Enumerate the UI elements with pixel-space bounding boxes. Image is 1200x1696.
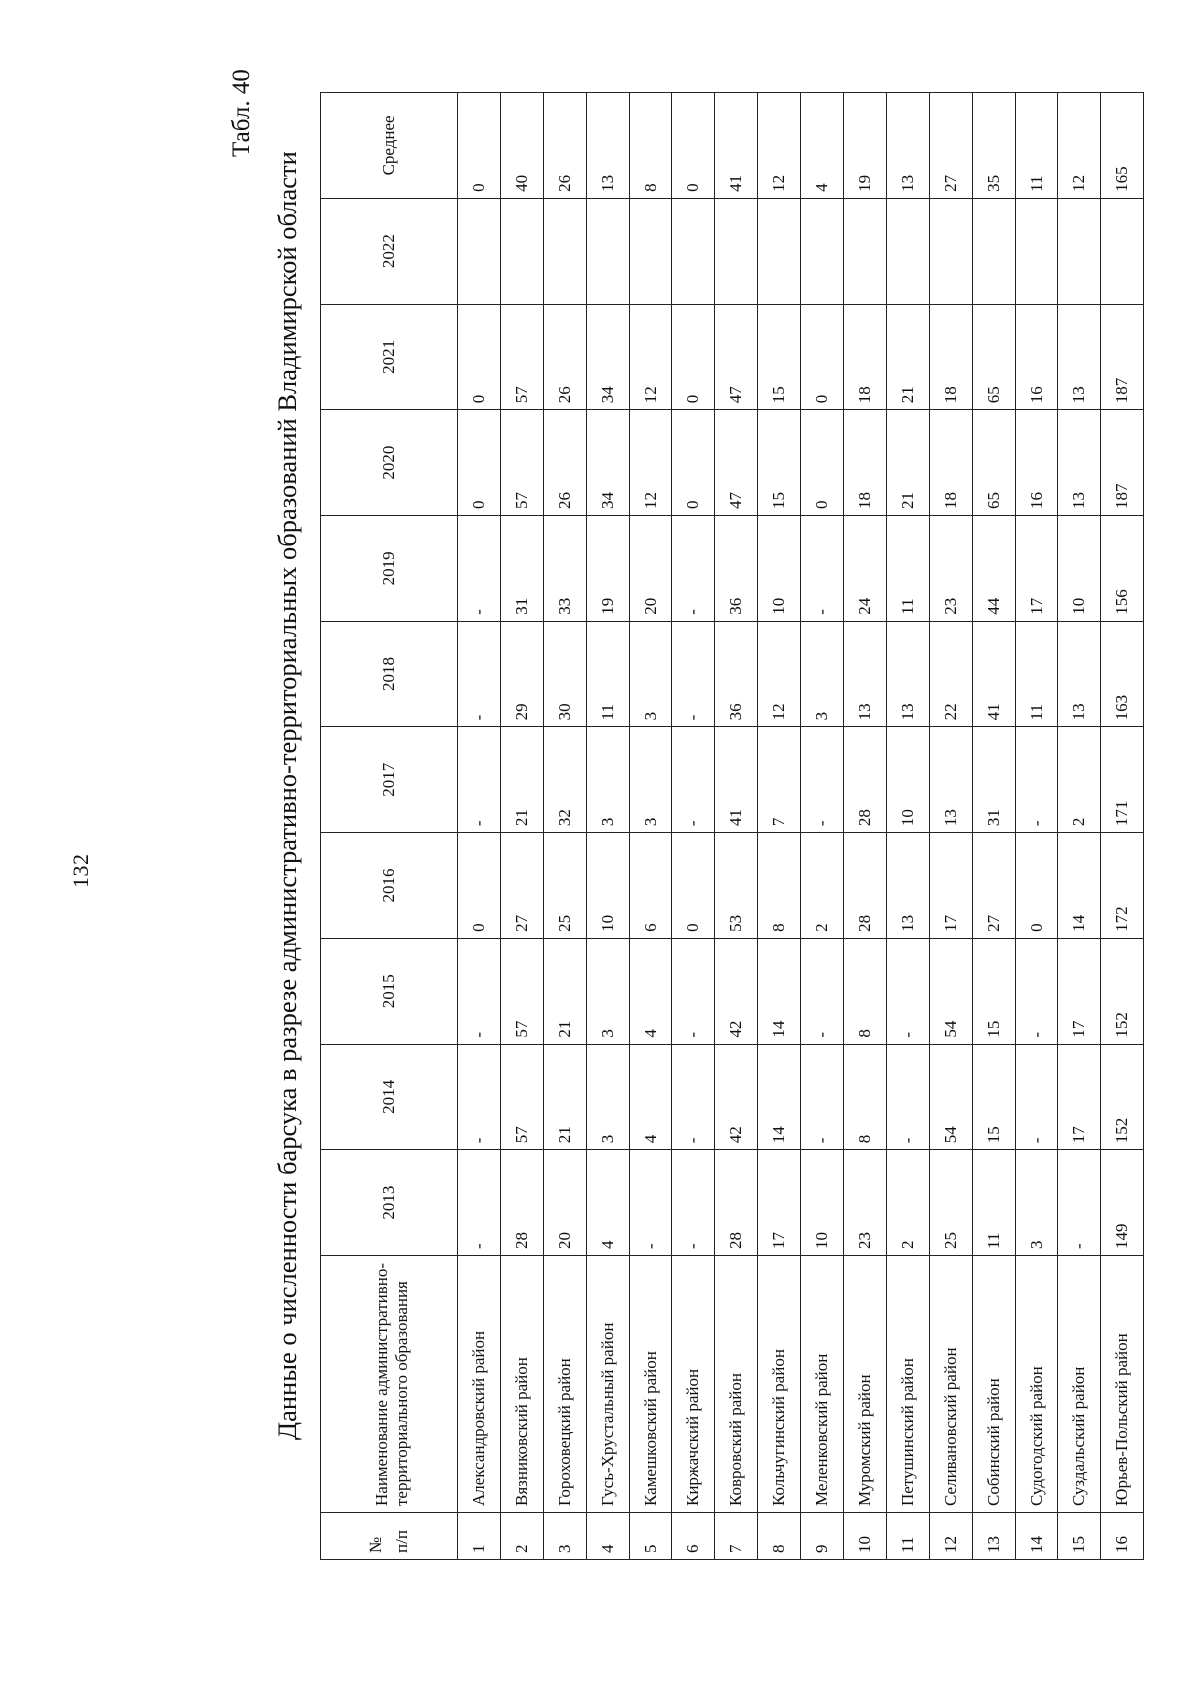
year-value-cell: 36 [715, 621, 758, 727]
table-row [801, 93, 844, 1560]
year-value-cell: 13 [844, 621, 887, 727]
year-value-cell: 152 [1101, 938, 1144, 1044]
year-value-cell: 163 [1101, 621, 1144, 727]
year-value-cell [586, 198, 629, 304]
header-year: 2017 [321, 727, 458, 833]
year-value-cell: 149 [1101, 1150, 1144, 1256]
year-value-cell [629, 198, 672, 304]
year-value-cell: 0 [672, 410, 715, 516]
year-value-cell: 34 [586, 410, 629, 516]
table-row [758, 93, 801, 1560]
year-value-cell: - [1015, 1044, 1058, 1150]
year-value-cell: 13 [1058, 304, 1101, 410]
page-number: 132 [68, 853, 93, 888]
year-value-cell: 4 [586, 1150, 629, 1256]
table-row [458, 93, 501, 1560]
table-row [715, 93, 758, 1560]
year-value-cell: - [801, 515, 844, 621]
average-cell: 26 [543, 93, 586, 199]
district-name: Муромский район [844, 1256, 887, 1513]
year-value-cell: 13 [886, 621, 929, 727]
year-value-cell: 57 [500, 410, 543, 516]
row-number: 9 [801, 1513, 844, 1560]
year-value-cell: 27 [972, 833, 1015, 939]
year-value-cell: 18 [929, 410, 972, 516]
year-value-cell: - [1015, 727, 1058, 833]
year-value-cell: 54 [929, 1044, 972, 1150]
district-name: Кольчугинский район [758, 1256, 801, 1513]
year-value-cell: 3 [586, 727, 629, 833]
row-number: 3 [543, 1513, 586, 1560]
year-value-cell: - [1015, 938, 1058, 1044]
year-value-cell: - [629, 1150, 672, 1256]
year-value-cell: 3 [629, 621, 672, 727]
year-value-cell: - [886, 1044, 929, 1150]
year-value-cell: 18 [929, 304, 972, 410]
year-value-cell: 31 [972, 727, 1015, 833]
row-number: 6 [672, 1513, 715, 1560]
year-value-cell [758, 198, 801, 304]
year-value-cell: 47 [715, 410, 758, 516]
year-value-cell [972, 198, 1015, 304]
year-value-cell: 17 [1015, 515, 1058, 621]
header-num: № п/п [321, 1513, 458, 1560]
year-value-cell: - [458, 515, 501, 621]
year-value-cell: 22 [929, 621, 972, 727]
year-value-cell: 65 [972, 304, 1015, 410]
year-value-cell: 47 [715, 304, 758, 410]
year-value-cell: - [672, 515, 715, 621]
header-year: 2013 [321, 1150, 458, 1256]
year-value-cell: 3 [801, 621, 844, 727]
row-number: 2 [500, 1513, 543, 1560]
year-value-cell: - [672, 621, 715, 727]
average-cell: 13 [586, 93, 629, 199]
year-value-cell: 187 [1101, 410, 1144, 516]
year-value-cell: - [801, 938, 844, 1044]
year-value-cell: 20 [543, 1150, 586, 1256]
district-name: Суздальский район [1058, 1256, 1101, 1513]
district-name: Петушинский район [886, 1256, 929, 1513]
year-value-cell: 57 [500, 304, 543, 410]
year-value-cell: 13 [1058, 621, 1101, 727]
year-value-cell: - [801, 1044, 844, 1150]
year-value-cell [458, 198, 501, 304]
year-value-cell [1015, 198, 1058, 304]
row-number: 4 [586, 1513, 629, 1560]
year-value-cell: 31 [500, 515, 543, 621]
table-body [458, 93, 1144, 1560]
year-value-cell [1058, 198, 1101, 304]
header-name: Наименование административно-территориального образования [321, 1256, 458, 1513]
year-value-cell: 18 [844, 410, 887, 516]
year-value-cell: 187 [1101, 304, 1144, 410]
year-value-cell: 28 [844, 833, 887, 939]
average-cell: 27 [929, 93, 972, 199]
year-value-cell: 28 [500, 1150, 543, 1256]
year-value-cell: 4 [629, 1044, 672, 1150]
year-value-cell: 41 [715, 727, 758, 833]
row-number: 11 [886, 1513, 929, 1560]
year-value-cell: 57 [500, 1044, 543, 1150]
year-value-cell: 0 [1015, 833, 1058, 939]
year-value-cell: 3 [629, 727, 672, 833]
year-value-cell: 15 [758, 304, 801, 410]
year-value-cell: 13 [929, 727, 972, 833]
header-row [321, 93, 458, 1560]
table-row [629, 93, 672, 1560]
year-value-cell: 65 [972, 410, 1015, 516]
district-name: Гороховецкий район [543, 1256, 586, 1513]
year-value-cell: 7 [758, 727, 801, 833]
table-title: Данные о численности барсука в разрезе административно-территориальных образований Владимирской области [272, 151, 302, 1440]
year-value-cell: 10 [886, 727, 929, 833]
average-cell: 35 [972, 93, 1015, 199]
year-value-cell: 10 [758, 515, 801, 621]
year-value-cell: 172 [1101, 833, 1144, 939]
year-value-cell: 21 [886, 304, 929, 410]
year-value-cell [500, 198, 543, 304]
district-name: Александровский район [458, 1256, 501, 1513]
table-row [972, 93, 1015, 1560]
year-value-cell: 14 [1058, 833, 1101, 939]
average-cell: 8 [629, 93, 672, 199]
year-value-cell: 57 [500, 938, 543, 1044]
year-value-cell [1101, 198, 1144, 304]
year-value-cell: 25 [543, 833, 586, 939]
year-value-cell: 17 [758, 1150, 801, 1256]
year-value-cell: 0 [458, 304, 501, 410]
row-number: 1 [458, 1513, 501, 1560]
average-cell: 12 [758, 93, 801, 199]
year-value-cell: 21 [886, 410, 929, 516]
year-value-cell: 4 [629, 938, 672, 1044]
year-value-cell: 36 [715, 515, 758, 621]
year-value-cell: 0 [801, 410, 844, 516]
year-value-cell: 33 [543, 515, 586, 621]
header-year: 2014 [321, 1044, 458, 1150]
average-cell: 4 [801, 93, 844, 199]
year-value-cell: 13 [886, 833, 929, 939]
year-value-cell: 26 [543, 304, 586, 410]
year-value-cell: 3 [586, 938, 629, 1044]
table-row [500, 93, 543, 1560]
year-value-cell: - [672, 938, 715, 1044]
row-number: 8 [758, 1513, 801, 1560]
year-value-cell [715, 198, 758, 304]
year-value-cell: 14 [758, 938, 801, 1044]
district-name: Ковровский район [715, 1256, 758, 1513]
district-name: Судогодский район [1015, 1256, 1058, 1513]
table-row [586, 93, 629, 1560]
table-row [929, 93, 972, 1560]
year-value-cell: 53 [715, 833, 758, 939]
year-value-cell: 29 [500, 621, 543, 727]
average-cell: 165 [1101, 93, 1144, 199]
district-name: Вязниковский район [500, 1256, 543, 1513]
year-value-cell: 24 [844, 515, 887, 621]
year-value-cell: 18 [844, 304, 887, 410]
header-year: 2021 [321, 304, 458, 410]
year-value-cell: - [1058, 1150, 1101, 1256]
year-value-cell: - [801, 727, 844, 833]
year-value-cell: 17 [1058, 1044, 1101, 1150]
year-value-cell: 28 [844, 727, 887, 833]
year-value-cell: 25 [929, 1150, 972, 1256]
table-row [1058, 93, 1101, 1560]
table-row [1015, 93, 1058, 1560]
average-cell: 13 [886, 93, 929, 199]
year-value-cell: 0 [801, 304, 844, 410]
year-value-cell: 44 [972, 515, 1015, 621]
year-value-cell: 30 [543, 621, 586, 727]
average-cell: 0 [458, 93, 501, 199]
row-number: 10 [844, 1513, 887, 1560]
year-value-cell: 10 [801, 1150, 844, 1256]
year-value-cell [929, 198, 972, 304]
table-row [672, 93, 715, 1560]
table-row [1101, 93, 1144, 1560]
year-value-cell: - [458, 1044, 501, 1150]
district-name: Камешковский район [629, 1256, 672, 1513]
average-cell: 12 [1058, 93, 1101, 199]
table-row [543, 93, 586, 1560]
year-value-cell: 16 [1015, 410, 1058, 516]
year-value-cell [543, 198, 586, 304]
table-row [886, 93, 929, 1560]
year-value-cell: 41 [972, 621, 1015, 727]
year-value-cell: 15 [972, 938, 1015, 1044]
district-name: Гусь-Хрустальный район [586, 1256, 629, 1513]
table-row [844, 93, 887, 1560]
year-value-cell: - [458, 1150, 501, 1256]
row-number: 12 [929, 1513, 972, 1560]
year-value-cell: 10 [1058, 515, 1101, 621]
district-name: Юрьев-Польский район [1101, 1256, 1144, 1513]
row-number: 16 [1101, 1513, 1144, 1560]
year-value-cell: 17 [929, 833, 972, 939]
year-value-cell: 152 [1101, 1044, 1144, 1150]
header-avg: Среднее [321, 93, 458, 199]
data-table [320, 92, 1144, 1560]
year-value-cell: - [886, 938, 929, 1044]
average-cell: 40 [500, 93, 543, 199]
row-number: 14 [1015, 1513, 1058, 1560]
year-value-cell: - [672, 727, 715, 833]
year-value-cell: 12 [758, 621, 801, 727]
year-value-cell: 0 [458, 833, 501, 939]
row-number: 13 [972, 1513, 1015, 1560]
average-cell: 11 [1015, 93, 1058, 199]
year-value-cell: 6 [629, 833, 672, 939]
year-value-cell [672, 198, 715, 304]
year-value-cell: 2 [886, 1150, 929, 1256]
year-value-cell: 23 [844, 1150, 887, 1256]
year-value-cell: 42 [715, 1044, 758, 1150]
year-value-cell [886, 198, 929, 304]
table-label: Табл. 40 [228, 69, 255, 157]
average-cell: 0 [672, 93, 715, 199]
year-value-cell: 21 [543, 1044, 586, 1150]
year-value-cell: 8 [844, 1044, 887, 1150]
average-cell: 41 [715, 93, 758, 199]
year-value-cell: 11 [1015, 621, 1058, 727]
year-value-cell: 12 [629, 304, 672, 410]
header-year: 2022 [321, 198, 458, 304]
year-value-cell: 11 [586, 621, 629, 727]
row-number: 5 [629, 1513, 672, 1560]
year-value-cell: - [458, 621, 501, 727]
year-value-cell: 34 [586, 304, 629, 410]
year-value-cell: 32 [543, 727, 586, 833]
year-value-cell: 2 [801, 833, 844, 939]
year-value-cell: 15 [758, 410, 801, 516]
year-value-cell: 13 [1058, 410, 1101, 516]
average-cell: 19 [844, 93, 887, 199]
year-value-cell: 2 [1058, 727, 1101, 833]
year-value-cell [801, 198, 844, 304]
year-value-cell: 20 [629, 515, 672, 621]
year-value-cell: 23 [929, 515, 972, 621]
year-value-cell: 21 [500, 727, 543, 833]
year-value-cell: 11 [886, 515, 929, 621]
header-year: 2018 [321, 621, 458, 727]
header-year: 2016 [321, 833, 458, 939]
year-value-cell: - [458, 727, 501, 833]
year-value-cell: 42 [715, 938, 758, 1044]
year-value-cell: 26 [543, 410, 586, 516]
year-value-cell: 15 [972, 1044, 1015, 1150]
year-value-cell: 0 [672, 833, 715, 939]
year-value-cell: 12 [629, 410, 672, 516]
year-value-cell [844, 198, 887, 304]
year-value-cell: 8 [758, 833, 801, 939]
header-year: 2020 [321, 410, 458, 516]
district-name: Меленковский район [801, 1256, 844, 1513]
year-value-cell: 11 [972, 1150, 1015, 1256]
year-value-cell: 0 [458, 410, 501, 516]
year-value-cell: 16 [1015, 304, 1058, 410]
district-name: Селивановский район [929, 1256, 972, 1513]
year-value-cell: 156 [1101, 515, 1144, 621]
year-value-cell: 8 [844, 938, 887, 1044]
row-number: 7 [715, 1513, 758, 1560]
year-value-cell: 27 [500, 833, 543, 939]
year-value-cell: 17 [1058, 938, 1101, 1044]
year-value-cell: - [672, 1150, 715, 1256]
year-value-cell: 19 [586, 515, 629, 621]
district-name: Собинский район [972, 1256, 1015, 1513]
year-value-cell: 3 [1015, 1150, 1058, 1256]
year-value-cell: 171 [1101, 727, 1144, 833]
year-value-cell: - [672, 1044, 715, 1150]
year-value-cell: 0 [672, 304, 715, 410]
year-value-cell: - [458, 938, 501, 1044]
year-value-cell: 54 [929, 938, 972, 1044]
year-value-cell: 28 [715, 1150, 758, 1256]
year-value-cell: 10 [586, 833, 629, 939]
year-value-cell: 14 [758, 1044, 801, 1150]
row-number: 15 [1058, 1513, 1101, 1560]
header-year: 2019 [321, 515, 458, 621]
year-value-cell: 3 [586, 1044, 629, 1150]
district-name: Киржачский район [672, 1256, 715, 1513]
year-value-cell: 21 [543, 938, 586, 1044]
header-year: 2015 [321, 938, 458, 1044]
